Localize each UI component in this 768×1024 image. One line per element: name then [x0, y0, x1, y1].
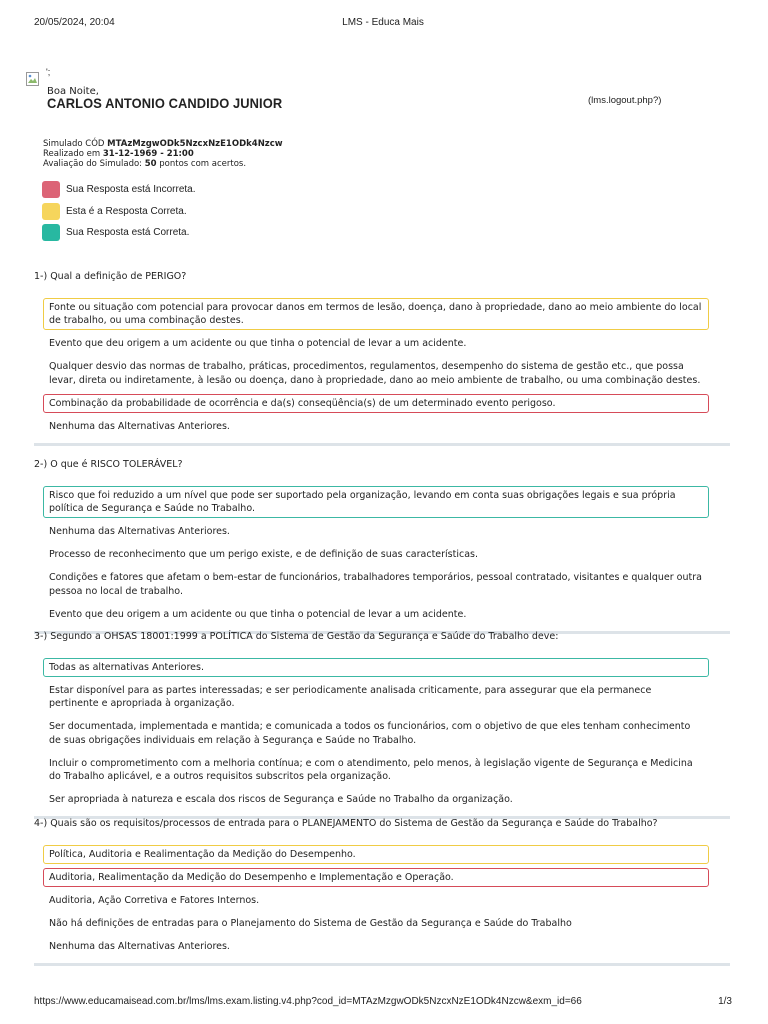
broken-image-icon [26, 72, 40, 86]
question-divider [34, 443, 730, 446]
exam-date-label: Realizado em [43, 149, 101, 159]
exam-score: 50 [144, 159, 157, 169]
legend-label: Esta é a Resposta Correta. [66, 205, 187, 217]
option: Não há definições de entradas para o Planejamento do Sistema de Gestão da Segurança e Saúde do Trabalho [49, 917, 572, 929]
option: Ser apropriada à natureza e escala dos riscos de Segurança e Saúde no Trabalho da organização. [49, 794, 513, 805]
option: Nenhuma das Alternativas Anteriores. [49, 420, 230, 432]
question-options [34, 298, 730, 436]
option-your-correct-answer: Risco que foi reduzido a um nível que pode ser suportado pela organização, levando em conta suas obrigações legais e sua própria política de Segurança e Saúde no Trabalho. [43, 486, 709, 518]
option-correct-answer: Política, Auditoria e Realimentação da Medição do Desempenho. [43, 845, 709, 864]
option: Evento que deu origem a um acidente ou que tinha o potencial de levar a um acidente. [49, 608, 467, 620]
legend-swatch-correct-answer [42, 203, 60, 220]
question-title: 2-) O que é RISCO TOLERÁVEL? [34, 459, 183, 470]
exam-code-label: Simulado CÓD [43, 139, 105, 149]
question-title: 3-) Segundo a OHSAS 18001:1999 a POLÍTICA do Sistema de Gestão da Segurança e Saúde do Trabalho deve: [34, 631, 559, 642]
user-name: CARLOS ANTONIO CANDIDO JUNIOR [47, 95, 283, 111]
legend-swatch-incorrect [42, 181, 60, 198]
greeting: Boa Noite, [47, 86, 99, 97]
exam-score-line [43, 159, 283, 169]
exam-code: MTAzMzgwODk5NzcxNzE1ODk4Nzcw [107, 139, 283, 149]
question-options [34, 845, 730, 956]
question-title: 4-) Quais são os requisitos/processos de entrada para o PLANEJAMENTO do Sistema de Gestão da Segurança e Saúde do Trabalho? [34, 818, 658, 829]
print-header [34, 17, 732, 31]
question-4 [34, 818, 730, 966]
option: Qualquer desvio das normas de trabalho, práticas, procedimentos, regulamentos, desempenho do sistema de gestão etc., que possa levar, direta ou indiretamente, à lesão ou doença, dano à propriedade, dano ao meio ambiente de trabalho, ou uma combinação destes. [49, 361, 701, 386]
legend-label: Sua Resposta está Incorreta. [66, 184, 196, 195]
option: Processo de reconhecimento que um perigo existe, e de definição de suas características. [49, 549, 479, 560]
option: Estar disponível para as partes interessadas; e ser periodicamente analisada criticamente, para assegurar que ela permanece pertinente e apropriada à organização. [49, 684, 652, 709]
option-your-incorrect-answer: Combinação da probabilidade de ocorrência e da(s) conseqüência(s) de um determinado evento perigoso. [43, 394, 709, 413]
question-options [34, 658, 730, 809]
exam-date: 31-12-1969 - 21:00 [102, 149, 194, 159]
option: Condições e fatores que afetam o bem-estar de funcionários, trabalhadores temporários, pessoal contratado, visitantes e qualquer outra pessoa no local de trabalho. [49, 572, 702, 597]
logo-alt-text: '; [46, 67, 51, 77]
print-page-title: LMS - Educa Mais [342, 17, 424, 28]
question-divider [34, 963, 730, 966]
print-footer [34, 996, 732, 1010]
legend-swatch-your-correct [42, 224, 60, 241]
exam-score-suffix: pontos com acertos. [159, 159, 247, 169]
question-2 [34, 459, 730, 634]
exam-meta [43, 139, 283, 169]
print-url: https://www.educamaisead.com.br/lms/lms.exam.listing.v4.php?cod_id=MTAzMzgwODk5NzcxNzE1ODk4Nzcw&exm_id=66 [34, 996, 582, 1007]
print-datetime: 20/05/2024, 20:04 [34, 17, 115, 28]
question-title: 1-) Qual a definição de PERIGO? [34, 271, 187, 282]
option-correct-answer: Fonte ou situação com potencial para provocar danos em termos de lesão, doença, dano à propriedade, dano ao meio ambiente do local de trabalho, ou uma combinação destes. [43, 298, 709, 330]
option: Evento que deu origem a um acidente ou que tinha o potencial de levar a um acidente. [49, 338, 467, 349]
option: Incluir o comprometimento com a melhoria contínua; e com o atendimento, pelo menos, à legislação vigente de Segurança e Medicina do Trabalho aplicável, e a outros requisitos subscritos pela organização. [49, 757, 693, 782]
question-1 [34, 271, 730, 446]
option-your-incorrect-answer: Auditoria, Realimentação da Medição do Desempenho e Implementação e Operação. [43, 868, 709, 887]
option: Ser documentada, implementada e mantida; e comunicada a todos os funcionários, com o objetivo de que eles tenham conhecimento de suas obrigações individuais em relação à Segurança e Saúde no Trabalho. [49, 721, 691, 746]
logout-link[interactable]: (lms.logout.php?) [588, 95, 662, 106]
exam-score-label: Avaliação do Simulado: [43, 159, 143, 169]
exam-code-line [43, 139, 283, 149]
legend-label: Sua Resposta está Correta. [66, 227, 190, 238]
question-options [34, 486, 730, 624]
print-page-number: 1/3 [718, 996, 732, 1007]
option-your-correct-answer: Todas as alternativas Anteriores. [43, 658, 709, 677]
option: Auditoria, Ação Corretiva e Fatores Internos. [49, 894, 260, 906]
option: Nenhuma das Alternativas Anteriores. [49, 526, 230, 537]
exam-date-line [43, 149, 283, 159]
option: Nenhuma das Alternativas Anteriores. [49, 940, 230, 952]
question-3 [34, 631, 730, 819]
